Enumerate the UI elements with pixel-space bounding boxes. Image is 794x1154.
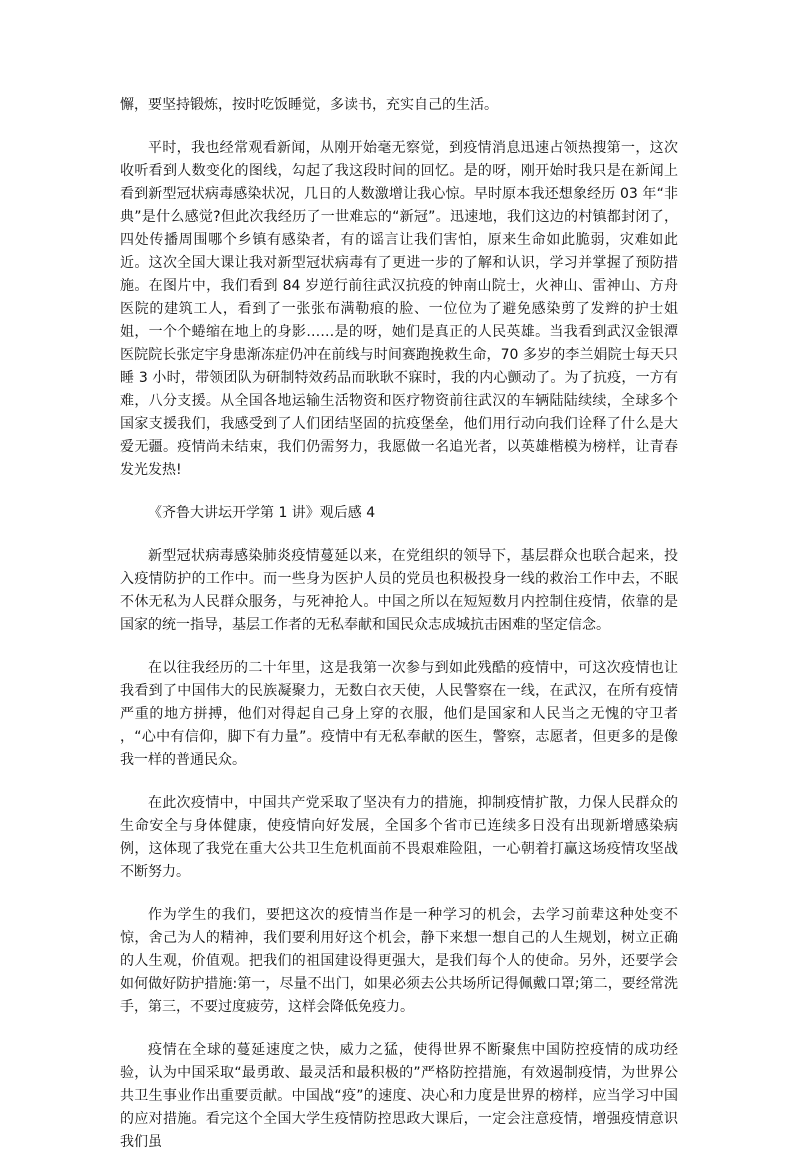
paragraph: 在此次疫情中，中国共产党采取了坚决有力的措施，抑制疫情扩散，力保人民群众的生命安全与身体健康，使疫情向好发展，全国多个省市已连续多日没有出现新增感染病例，这体现了我党在重大公共卫生危机面前不畏艰难险阻，一心朝着打赢这场疫情攻坚战不断努力。 — [120, 795, 678, 880]
paragraph: 新型冠状病毒感染肺炎疫情蔓延以来，在党组织的领导下，基层群众也联合起来，投入疫情防护的工作中。而一些身为医护人员的党员也积极投身一线的救治工作中去，不眠不休无私为人民群众服务，与死神抢人。中国之所以在短短数月内控制住疫情，依靠的是国家的统一指导，基层工作者的无私奉献和国民众志成城抗击困难的坚定信念。 — [120, 548, 678, 633]
paragraph-continuation: 懈，要坚持锻炼，按时吃饭睡觉，多读书，充实自己的生活。 — [120, 97, 498, 113]
document-body — [120, 94, 678, 1154]
paragraph: 疫情在全球的蔓延速度之快，威力之猛，使得世界不断聚焦中国防控疫情的成功经验，认为中国采取“最勇敢、最灵活和最积极的”严格防控措施，有效遏制疫情，为世界公共卫生事业作出重要贡献。中国战“疫”的速度、决心和力度是世界的榜样，应当学习中国的应对措施。看完这个全国大学生疫情防控思政大课后，一定会注意疫情，增强疫情意识我们虽 — [120, 1042, 678, 1150]
paragraph: 作为学生的我们，要把这次的疫情当作是一种学习的机会，去学习前辈这种处变不惊，舍己为人的精神，我们要利用好这个机会，静下来想一想自己的人生规划，树立正确的人生观，价值观。把我们的祖国建设得更强大，是我们每个人的使命。另外，还要学会如何做好防护措施:第一，尽量不出门，如果必须去公共场所记得佩戴口罩;第二，要经常洗手，第三，不要过度疲劳，这样会降低免疫力。 — [120, 907, 678, 1015]
paragraph: 平时，我也经常观看新闻，从刚开始毫无察觉，到疫情消息迅速占领热搜第一，这次收听看到人数变化的图线，勾起了我这段时间的回忆。是的呀，刚开始时我只是在新闻上看到新型冠状病毒感染状况，几日的人数激增让我心惊。早时原本我还想象经历 03 年“非典”是什么感觉?但此次我经历了一世难忘的“新冠”。迅速地，我们这边的村镇都封闭了，四处传播周围哪个乡镇有感染者，有的谣言让我们害怕，原来生命如此脆弱，灾难如此近。这次全国大课让我对新型冠状病毒有了更进一步的了解和认识，学习并掌握了预防措施。在图片中，我们看到 84 岁逆行前往武汉抗疫的钟南山院士，火神山、雷神山、方舟医院的建筑工人，看到了一张张布满勒痕的脸、一位位为了避免感染剪了发辫的护士姐姐，一个个蜷缩在地上的身影……是的呀，她们是真正的人民英雄。当我看到武汉金银潭医院院长张定宇身患渐冻症仍冲在前线与时间赛跑挽救生命，70 多岁的李兰娟院士每天只睡 3 小时，带领团队为研制特效药品而耿耿不寐时，我的内心颤动了。为了抗疫，一方有难，八分支援。从全国各地运输生活物资和医疗物资前往武汉的车辆陆陆续续，全球多个国家支援我们，我感受到了人们团结坚固的抗疫堡垒，他们用行动向我们诠释了什么是大爱无疆。疫情尚未结束，我们仍需努力，我愿做一名追光者，以英雄楷模为榜样，让青春发光发热! — [120, 140, 678, 478]
section-heading: 《齐鲁大讲坛开学第 1 讲》观后感 4 — [148, 505, 376, 521]
paragraph: 在以往我经历的二十年里，这是我第一次参与到如此残酷的疫情中，可这次疫情也让我看到了中国伟大的民族凝聚力，无数白衣天使，人民警察在一线，在武汉，在所有疫情严重的地方拼搏，他们对得起自己身上穿的衣服，他们是国家和人民当之无愧的守卫者 ，“心中有信仰，脚下有力量”。疫情中有无私奉献的医生，警察，志愿者，但更多的是像我一样的普通民众。 — [120, 660, 678, 768]
